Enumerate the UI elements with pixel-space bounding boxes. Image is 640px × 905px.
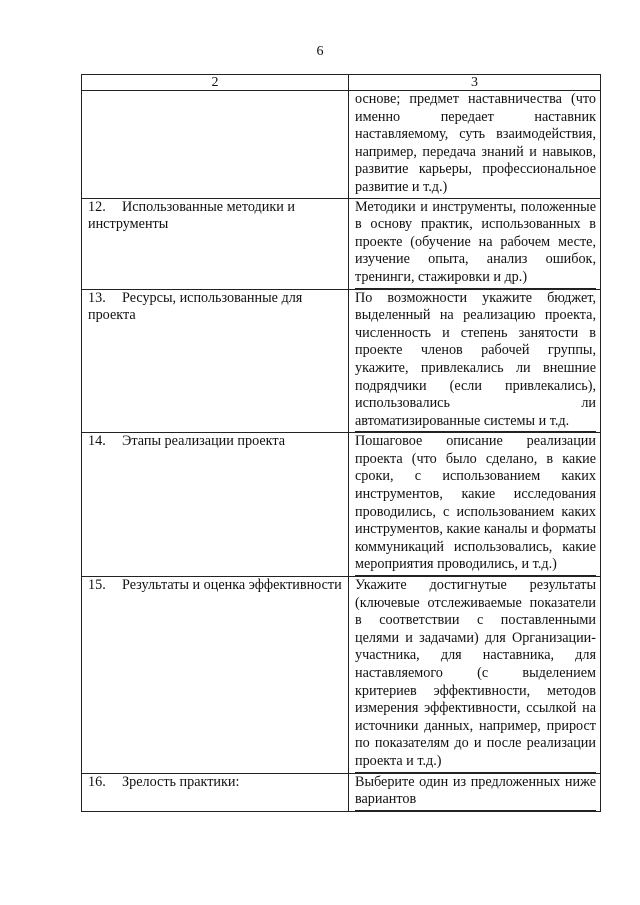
row-label-text: Использованные методики и инструменты bbox=[88, 198, 295, 233]
nomination-form-table bbox=[81, 74, 601, 812]
column-header-2: 2 bbox=[82, 75, 349, 91]
row-label-text: Зрелость практики: bbox=[122, 773, 240, 790]
row-label-text: Этапы реализации проекта bbox=[122, 433, 286, 450]
row-number: 16. bbox=[88, 773, 106, 790]
row-description-text: Методики и инструменты, положенные в основу практик, использованных в проекте (обучение на рабочем месте, изучение опыта, анализ ошибок, тренинги, стажировки и др.) bbox=[355, 199, 596, 289]
page-number: 6 bbox=[316, 44, 324, 59]
row-description bbox=[349, 289, 601, 433]
table-header-row bbox=[82, 75, 601, 91]
table-row bbox=[82, 198, 601, 289]
row-label-empty bbox=[82, 91, 349, 199]
row-description bbox=[349, 91, 601, 199]
row-label bbox=[82, 289, 349, 433]
row-description-text: Пошаговое описание реализации проекта (что было сделано, в какие сроки, с использованием каких инструментов, какие исследования проводились, с использованием каких инструментов, какие каналы и форматы коммуникаций использовались, какие мероприятия проводились, и т.д.) bbox=[355, 433, 596, 576]
table-row bbox=[82, 773, 601, 811]
row-description bbox=[349, 198, 601, 289]
row-description-text: Выберите один из предложенных ниже вариантов bbox=[355, 774, 596, 811]
row-description bbox=[349, 577, 601, 774]
row-label bbox=[82, 773, 349, 811]
row-number: 13. bbox=[88, 289, 106, 306]
table-row bbox=[82, 433, 601, 577]
row-description bbox=[349, 433, 601, 577]
row-description bbox=[349, 773, 601, 811]
column-header-3: 3 bbox=[349, 75, 601, 91]
row-number: 12. bbox=[88, 198, 106, 215]
row-label-text: Результаты и оценка эффективности bbox=[122, 577, 342, 594]
row-label bbox=[82, 577, 349, 774]
row-label bbox=[82, 433, 349, 577]
row-description-text: По возможности укажите бюджет, выделенный на реализацию проекта, численность и степень занятости в проекте членов рабочей группы, укажите, привлекались ли внешние подрядчики (если привлекались), использовались ли автоматизированные системы и т.д. bbox=[355, 290, 596, 433]
row-description-text: Укажите достигнутые результаты (ключевые отслеживаемые показатели в соответствии с поставленными целями и задачами) для Организации-участника, для наставника, для наставляемого (с выделением критериев эффективности, методов измерения эффективности, ссылкой на источники данных, например, прирост по показателям до и после реализации проекта и т.д.) bbox=[355, 577, 596, 773]
table-row bbox=[82, 289, 601, 433]
row-number: 14. bbox=[88, 433, 106, 450]
row-number: 15. bbox=[88, 577, 106, 594]
table-row-continuation bbox=[82, 91, 601, 199]
table-row bbox=[82, 577, 601, 774]
row-label bbox=[82, 198, 349, 289]
row-label-text: Ресурсы, использованные для проекта bbox=[88, 289, 303, 324]
row-description-text: основе; предмет наставничества (что именно передает наставник наставляемому, суть взаимодействия, например, передача знаний и навыков, развитие карьеры, профессиональное развитие и т.д.) bbox=[355, 91, 596, 195]
